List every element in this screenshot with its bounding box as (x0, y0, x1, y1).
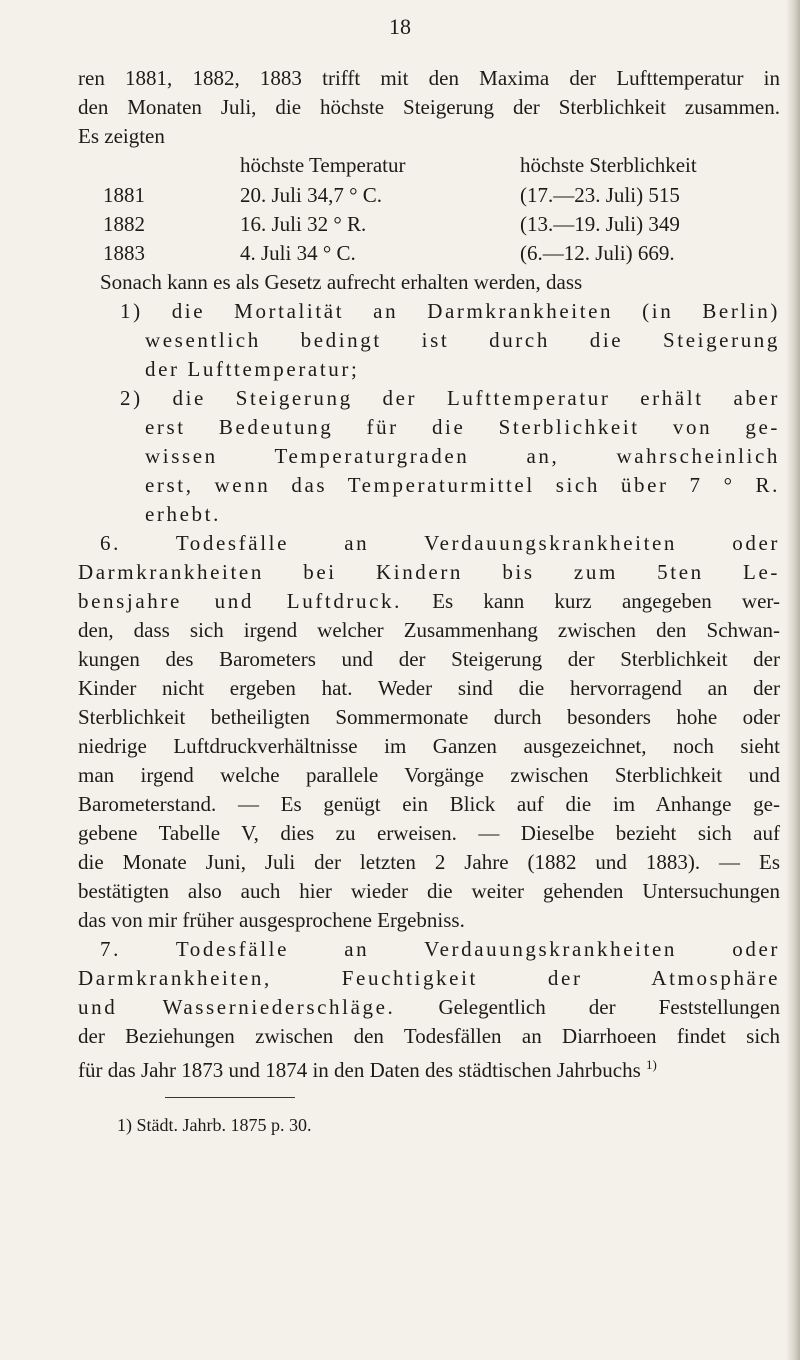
table-row-temperature: 16. Juli 32 ° R. (240, 212, 367, 236)
section7-line-first (78, 992, 780, 1022)
table-row-mortality: (13.—19. Juli) 349 (520, 212, 680, 236)
section7-heading-line-1: 7. Todesfälle an Verdauungskrankheiten oder (100, 937, 780, 961)
para1-line-1: ren 1881, 1882, 1883 trifft mit den Maxima der Lufttemperatur in (78, 66, 780, 90)
section6-line: Sterblichkeit betheiligten Sommermonate durch besonders hohe oder (78, 705, 780, 729)
section6-line: Barometerstand. — Es genügt ein Blick auf die im Anhange ge- (78, 792, 780, 816)
section6-heading-line-1: 6. Todesfälle an Verdauungskrankheiten oder (100, 531, 780, 555)
footnote: 1) Städt. Jahrb. 1875 p. 30. (117, 1115, 312, 1135)
para1-line-2: den Monaten Juli, die höchste Steigerung der Sterblichkeit zusammen. (78, 95, 780, 119)
table-row-temperature: 4. Juli 34 ° C. (240, 241, 356, 265)
point2-line-5: erhebt. (145, 502, 221, 526)
section7-line: der Beziehungen zwischen den Todesfällen an Diarrhoeen findet sich (78, 1024, 780, 1048)
section6-first-line-rest: Es kann kurz angegeben wer- (402, 589, 780, 613)
section7-heading-line-2: Darmkrankheiten, Feuchtigkeit der Atmosphäre (78, 966, 780, 990)
table-header-mortality: höchste Sterblichkeit (520, 153, 697, 177)
section6-line: den, dass sich irgend welcher Zusammenhang zwischen den Schwan- (78, 618, 780, 642)
conclusion-line: Sonach kann es als Gesetz aufrecht erhalten werden, dass (100, 270, 583, 294)
section7-heading-tail: und Wasserniederschläge. (78, 995, 396, 1019)
table-row-year: 1881 (103, 183, 145, 207)
point2-line-2: erst Bedeutung für die Sterblichkeit von ge- (145, 415, 780, 439)
para1-line-3: Es zeigten (78, 124, 165, 148)
section6-line: man irgend welche parallele Vorgänge zwischen Sterblichkeit und (78, 763, 780, 787)
section6-line: kungen des Barometers und der Steigerung der Sterblichkeit der (78, 647, 780, 671)
section6-heading-line-2: Darmkrankheiten bei Kindern bis zum 5ten Le- (78, 560, 780, 584)
table-row-year: 1883 (103, 241, 145, 265)
point2-line-3: wissen Temperaturgraden an, wahrscheinlich (145, 444, 780, 468)
section7-line-last (78, 1050, 780, 1085)
footnote-marker: 1) (646, 1057, 657, 1072)
section6-line-first (78, 586, 780, 616)
section6-line: die Monate Juni, Juli der letzten 2 Jahre (1882 und 1883). — Es (78, 850, 780, 874)
section7-first-line-rest: Gelegentlich der Feststellungen (395, 995, 780, 1019)
section6-line: bestätigten also auch hier wieder die weiter gehenden Untersuchungen (78, 879, 780, 903)
table-row-temperature: 20. Juli 34,7 ° C. (240, 183, 382, 207)
page-number: 18 (389, 14, 411, 39)
point1-line-3: der Lufttemperatur; (145, 357, 360, 381)
point1-line-1: 1) die Mortalität an Darmkrankheiten (in Berlin) (120, 299, 780, 323)
point2-line-4: erst, wenn das Temperaturmittel sich über 7 ° R. (145, 473, 780, 497)
point2-line-1: 2) die Steigerung der Lufttemperatur erhält aber (120, 386, 780, 410)
section6-line: niedrige Luftdruckverhältnisse im Ganzen ausgezeichnet, noch sieht (78, 734, 780, 758)
page-edge-shadow (786, 0, 800, 1360)
point1-line-2: wesentlich bedingt ist durch die Steigerung (145, 328, 780, 352)
table-row-mortality: (6.—12. Juli) 669. (520, 241, 675, 265)
section6-heading-tail: bensjahre und Luftdruck. (78, 589, 402, 613)
section6-line-last: das von mir früher ausgesprochene Ergebniss. (78, 908, 465, 932)
table-header-temperature: höchste Temperatur (240, 153, 406, 177)
table-row-mortality: (17.—23. Juli) 515 (520, 183, 680, 207)
section7-last-line-text: für das Jahr 1873 und 1874 in den Daten des städtischen Jahrbuchs (78, 1058, 641, 1082)
footnote-rule (165, 1097, 295, 1098)
table-row-year: 1882 (103, 212, 145, 236)
section6-line: Kinder nicht ergeben hat. Weder sind die hervorragend an der (78, 676, 780, 700)
section6-line: gebene Tabelle V, dies zu erweisen. — Dieselbe bezieht sich auf (78, 821, 780, 845)
